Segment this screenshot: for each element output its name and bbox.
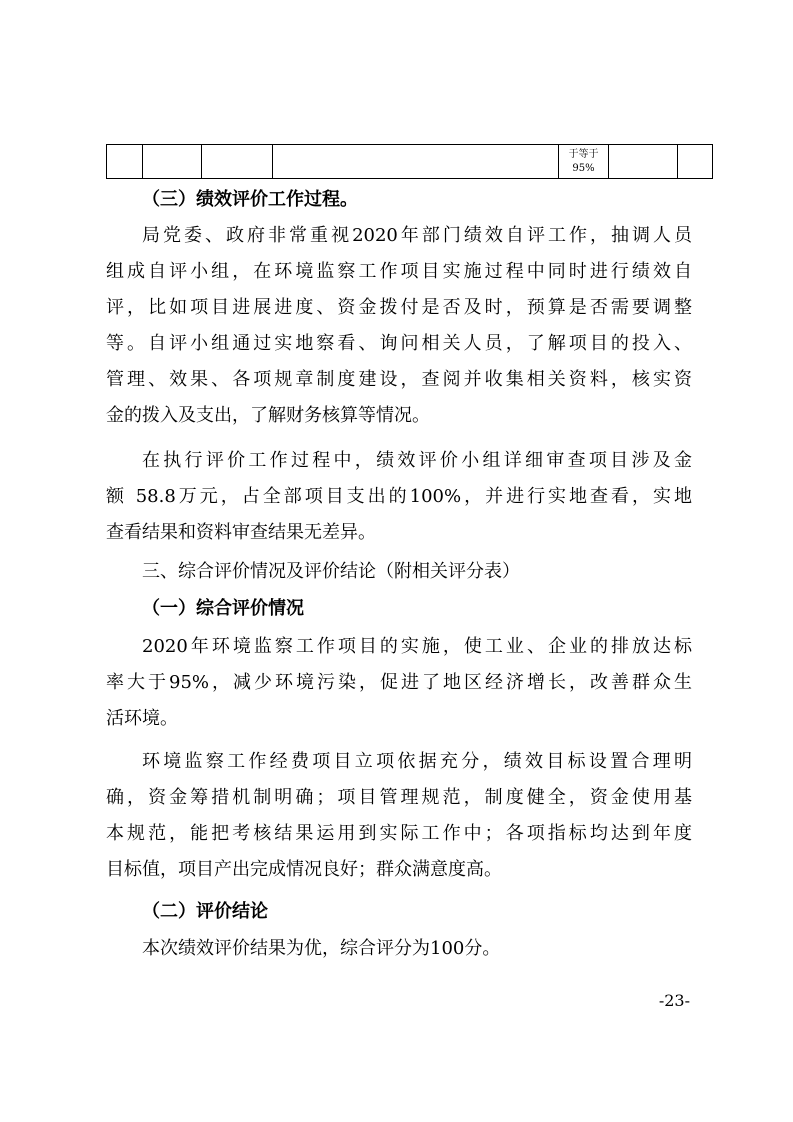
paragraph-line: 活环境。 bbox=[106, 708, 178, 729]
paragraph-line: 金的拨入及支出，了解财务核算等情况。 bbox=[106, 405, 430, 426]
paragraph-line: 管理、效果、各项规章制度建设，查阅并收集相关资料，核实资 bbox=[106, 369, 692, 390]
paragraph-line: 额 58.8万元，占全部项目支出的100%，并进行实地查看，实地 bbox=[106, 486, 692, 507]
paragraph-line: 等。自评小组通过实地察看、询问相关人员，了解项目的投入、 bbox=[106, 333, 692, 354]
table-cell bbox=[609, 145, 678, 179]
table-cell bbox=[678, 145, 713, 179]
paragraph-line: 在执行评价工作过程中，绩效评价小组详细审查项目涉及金 bbox=[142, 450, 692, 471]
paragraph-line: 组成自评小组，在环境监察工作项目实施过程中同时进行绩效自 bbox=[106, 261, 692, 282]
section-heading-conclusion: 三、综合评价情况及评价结论（附相关评分表） bbox=[142, 561, 520, 582]
score-table-fragment bbox=[106, 144, 713, 179]
paragraph-line: 环境监察工作经费项目立项依据充分，绩效目标设置合理明 bbox=[142, 751, 692, 772]
paragraph-line: 2020年环境监察工作项目的实施，使工业、企业的排放达标 bbox=[142, 636, 692, 657]
table-cell bbox=[273, 145, 559, 179]
paragraph-line: 本规范，能把考核结果运用到实际工作中；各项指标均达到年度 bbox=[106, 823, 692, 844]
table-cell bbox=[107, 145, 143, 179]
standard-note-line2: 95% bbox=[572, 162, 595, 174]
paragraph-line: 局党委、政府非常重视2020年部门绩效自评工作，抽调人员 bbox=[142, 225, 692, 246]
standard-note-line1: 于等于 bbox=[568, 148, 599, 160]
paragraph-line: 确，资金筹措机制明确；项目管理规范，制度健全，资金使用基 bbox=[106, 787, 692, 808]
table-cell bbox=[143, 145, 202, 179]
table-cell bbox=[202, 145, 273, 179]
subheading-conclusion: （二）评价结论 bbox=[142, 901, 268, 922]
paragraph-line: 目标值，项目产出完成情况良好；群众满意度高。 bbox=[106, 859, 502, 880]
subheading-overall-evaluation: （一）综合评价情况 bbox=[142, 598, 304, 619]
paragraph-line: 查看结果和资料审查结果无差异。 bbox=[106, 522, 376, 543]
paragraph-line: 率大于95%，减少环境污染，促进了地区经济增长，改善群众生 bbox=[106, 672, 692, 693]
table-cell-standard bbox=[559, 145, 609, 179]
paragraph-line: 评，比如项目进展进度、资金拨付是否及时，预算是否需要调整 bbox=[106, 297, 692, 318]
page-number: -23- bbox=[658, 991, 690, 1010]
section-heading-process: （三）绩效评价工作过程。 bbox=[142, 189, 358, 210]
paragraph-line: 本次绩效评价结果为优，综合评分为100分。 bbox=[142, 938, 501, 959]
